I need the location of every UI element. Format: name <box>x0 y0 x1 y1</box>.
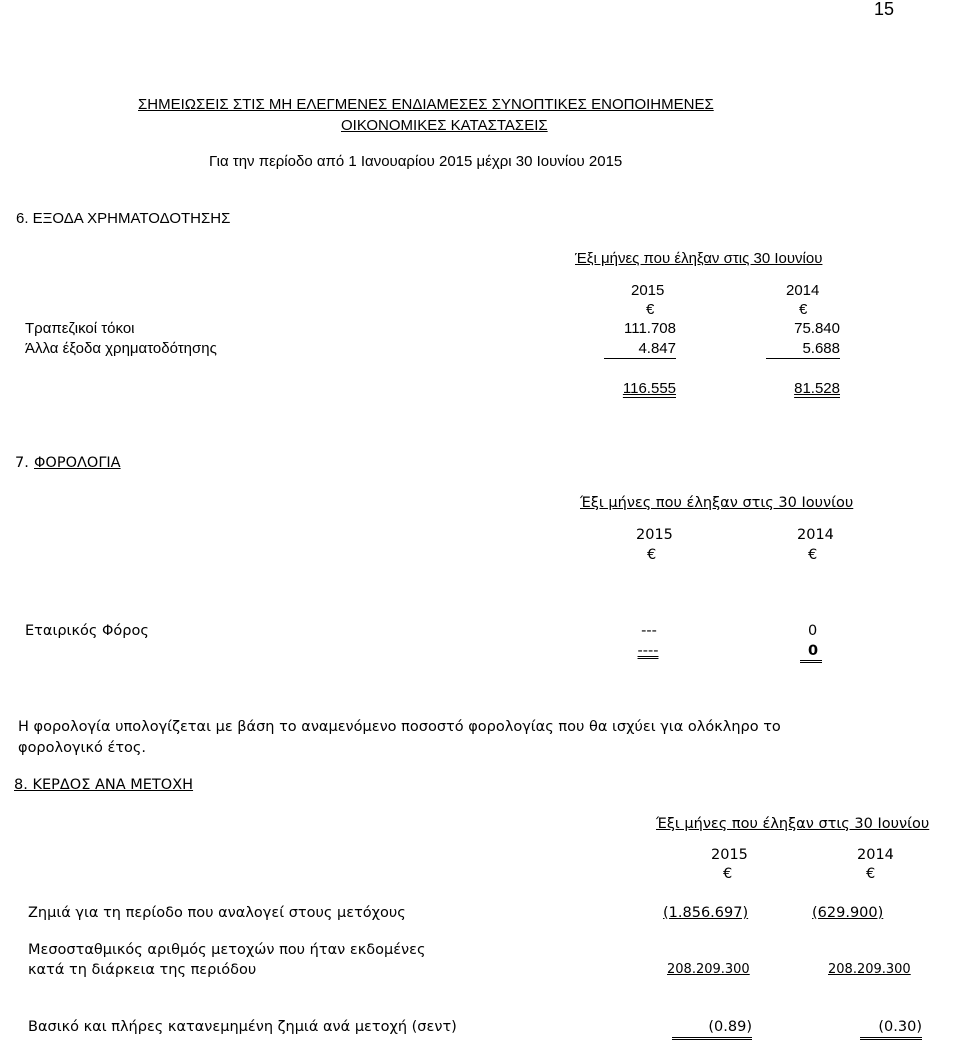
note7-text-line1: Η φορολογία υπολογίζεται με βάση το αναμενόμενο ποσοστό φορολογίας που θα ισχύει για ολόκληρο το <box>18 719 781 735</box>
note8-row2-2015: 208.209.300 <box>667 962 750 977</box>
note8-row1-label: Ζημιά για τη περίοδο που αναλογεί στους μετόχους <box>28 905 406 921</box>
note8-row1-2014: (629.900) <box>812 905 884 921</box>
note6-total-2015: 116.555 <box>622 380 676 397</box>
note7-year-2015: 2015 <box>636 527 673 543</box>
note6-year-2015: 2015 <box>631 282 665 299</box>
note7-row-2014: 0 <box>808 623 818 639</box>
note7-total-2014: 0 <box>808 643 819 659</box>
note8-currency-2015: € <box>723 866 733 882</box>
note8-currency-2014: € <box>866 866 876 882</box>
note7-period-header: Έξι μήνες που έληξαν στις 30 Ιουνίου <box>580 495 854 511</box>
note7-number: 7. <box>15 455 29 471</box>
document-title-line1: ΣΗΜΕΙΩΣΕΙΣ ΣΤΙΣ ΜΗ ΕΛΕΓΜΕΝΕΣ ΕΝΔΙΑΜΕΣΕΣ ΣΥΝΟΠΤΙΚΕΣ ΕΝΟΠΟΙΗΜΕΝΕΣ <box>138 96 714 113</box>
note8-row3-2014: (0.30) <box>878 1019 922 1035</box>
note6-heading: 6. ΕΞΟΔΑ ΧΡΗΜΑΤΟΔΟΤΗΣΗΣ <box>16 210 231 227</box>
note8-row2-label-line1: Μεσοσταθμικός αριθμός μετοχών που ήταν εκδομένες <box>28 942 426 958</box>
note6-total-2014: 81.528 <box>794 380 840 397</box>
note8-heading: 8. ΚΕΡΔΟΣ ΑΝΑ ΜΕΤΟΧΗ <box>14 777 194 793</box>
note6-row1-2015: 111.708 <box>624 320 676 337</box>
note7-currency-2014: € <box>808 547 818 563</box>
note8-row2-label-line2: κατά τη διάρκεια της περιόδου <box>28 962 257 978</box>
note7-year-2014: 2014 <box>797 527 834 543</box>
note7-row-label: Εταιρικός Φόρος <box>25 623 149 639</box>
note8-row2-2014: 208.209.300 <box>828 962 911 977</box>
page-number: 15 <box>874 0 895 19</box>
note6-row1-label: Τραπεζικοί τόκοι <box>25 320 135 337</box>
note6-period-header: Έξι μήνες που έληξαν στις 30 Ιουνίου <box>575 250 823 267</box>
note7-row-2015: --- <box>641 623 657 639</box>
note8-row3-2015: (0.89) <box>708 1019 752 1035</box>
note7-heading: ΦΟΡΟΛΟΓΙΑ <box>34 455 121 471</box>
note6-currency-2014: € <box>799 301 808 318</box>
note7-text-line2: φορολογικό έτος. <box>18 740 147 756</box>
note8-period-header: Έξι μήνες που έληξαν στις 30 Ιουνίου <box>656 816 930 832</box>
note6-row2-label: Άλλα έξοδα χρηματοδότησης <box>25 340 217 357</box>
document-title-line2: ΟΙΚΟΝΟΜΙΚΕΣ ΚΑΤΑΣΤΑΣΕΙΣ <box>341 117 548 134</box>
note8-row1-2015: (1.856.697) <box>663 905 749 921</box>
note6-currency-2015: € <box>646 301 655 318</box>
note8-row3-label: Βασικό και πλήρες κατανεμημένη ζημιά ανά μετοχή (σεντ) <box>28 1019 457 1035</box>
note7-total-2015: ---- <box>637 643 659 659</box>
note8-year-2015: 2015 <box>711 847 748 863</box>
note6-row1-2014: 75.840 <box>794 320 840 337</box>
note7-currency-2015: € <box>647 547 657 563</box>
note6-year-2014: 2014 <box>786 282 820 299</box>
note6-row2-2014: 5.688 <box>802 340 840 357</box>
note6-row2-2015: 4.847 <box>638 340 676 357</box>
note8-year-2014: 2014 <box>857 847 894 863</box>
period-subtitle: Για την περίοδο από 1 Ιανουαρίου 2015 μέχρι 30 Ιουνίου 2015 <box>209 153 623 170</box>
